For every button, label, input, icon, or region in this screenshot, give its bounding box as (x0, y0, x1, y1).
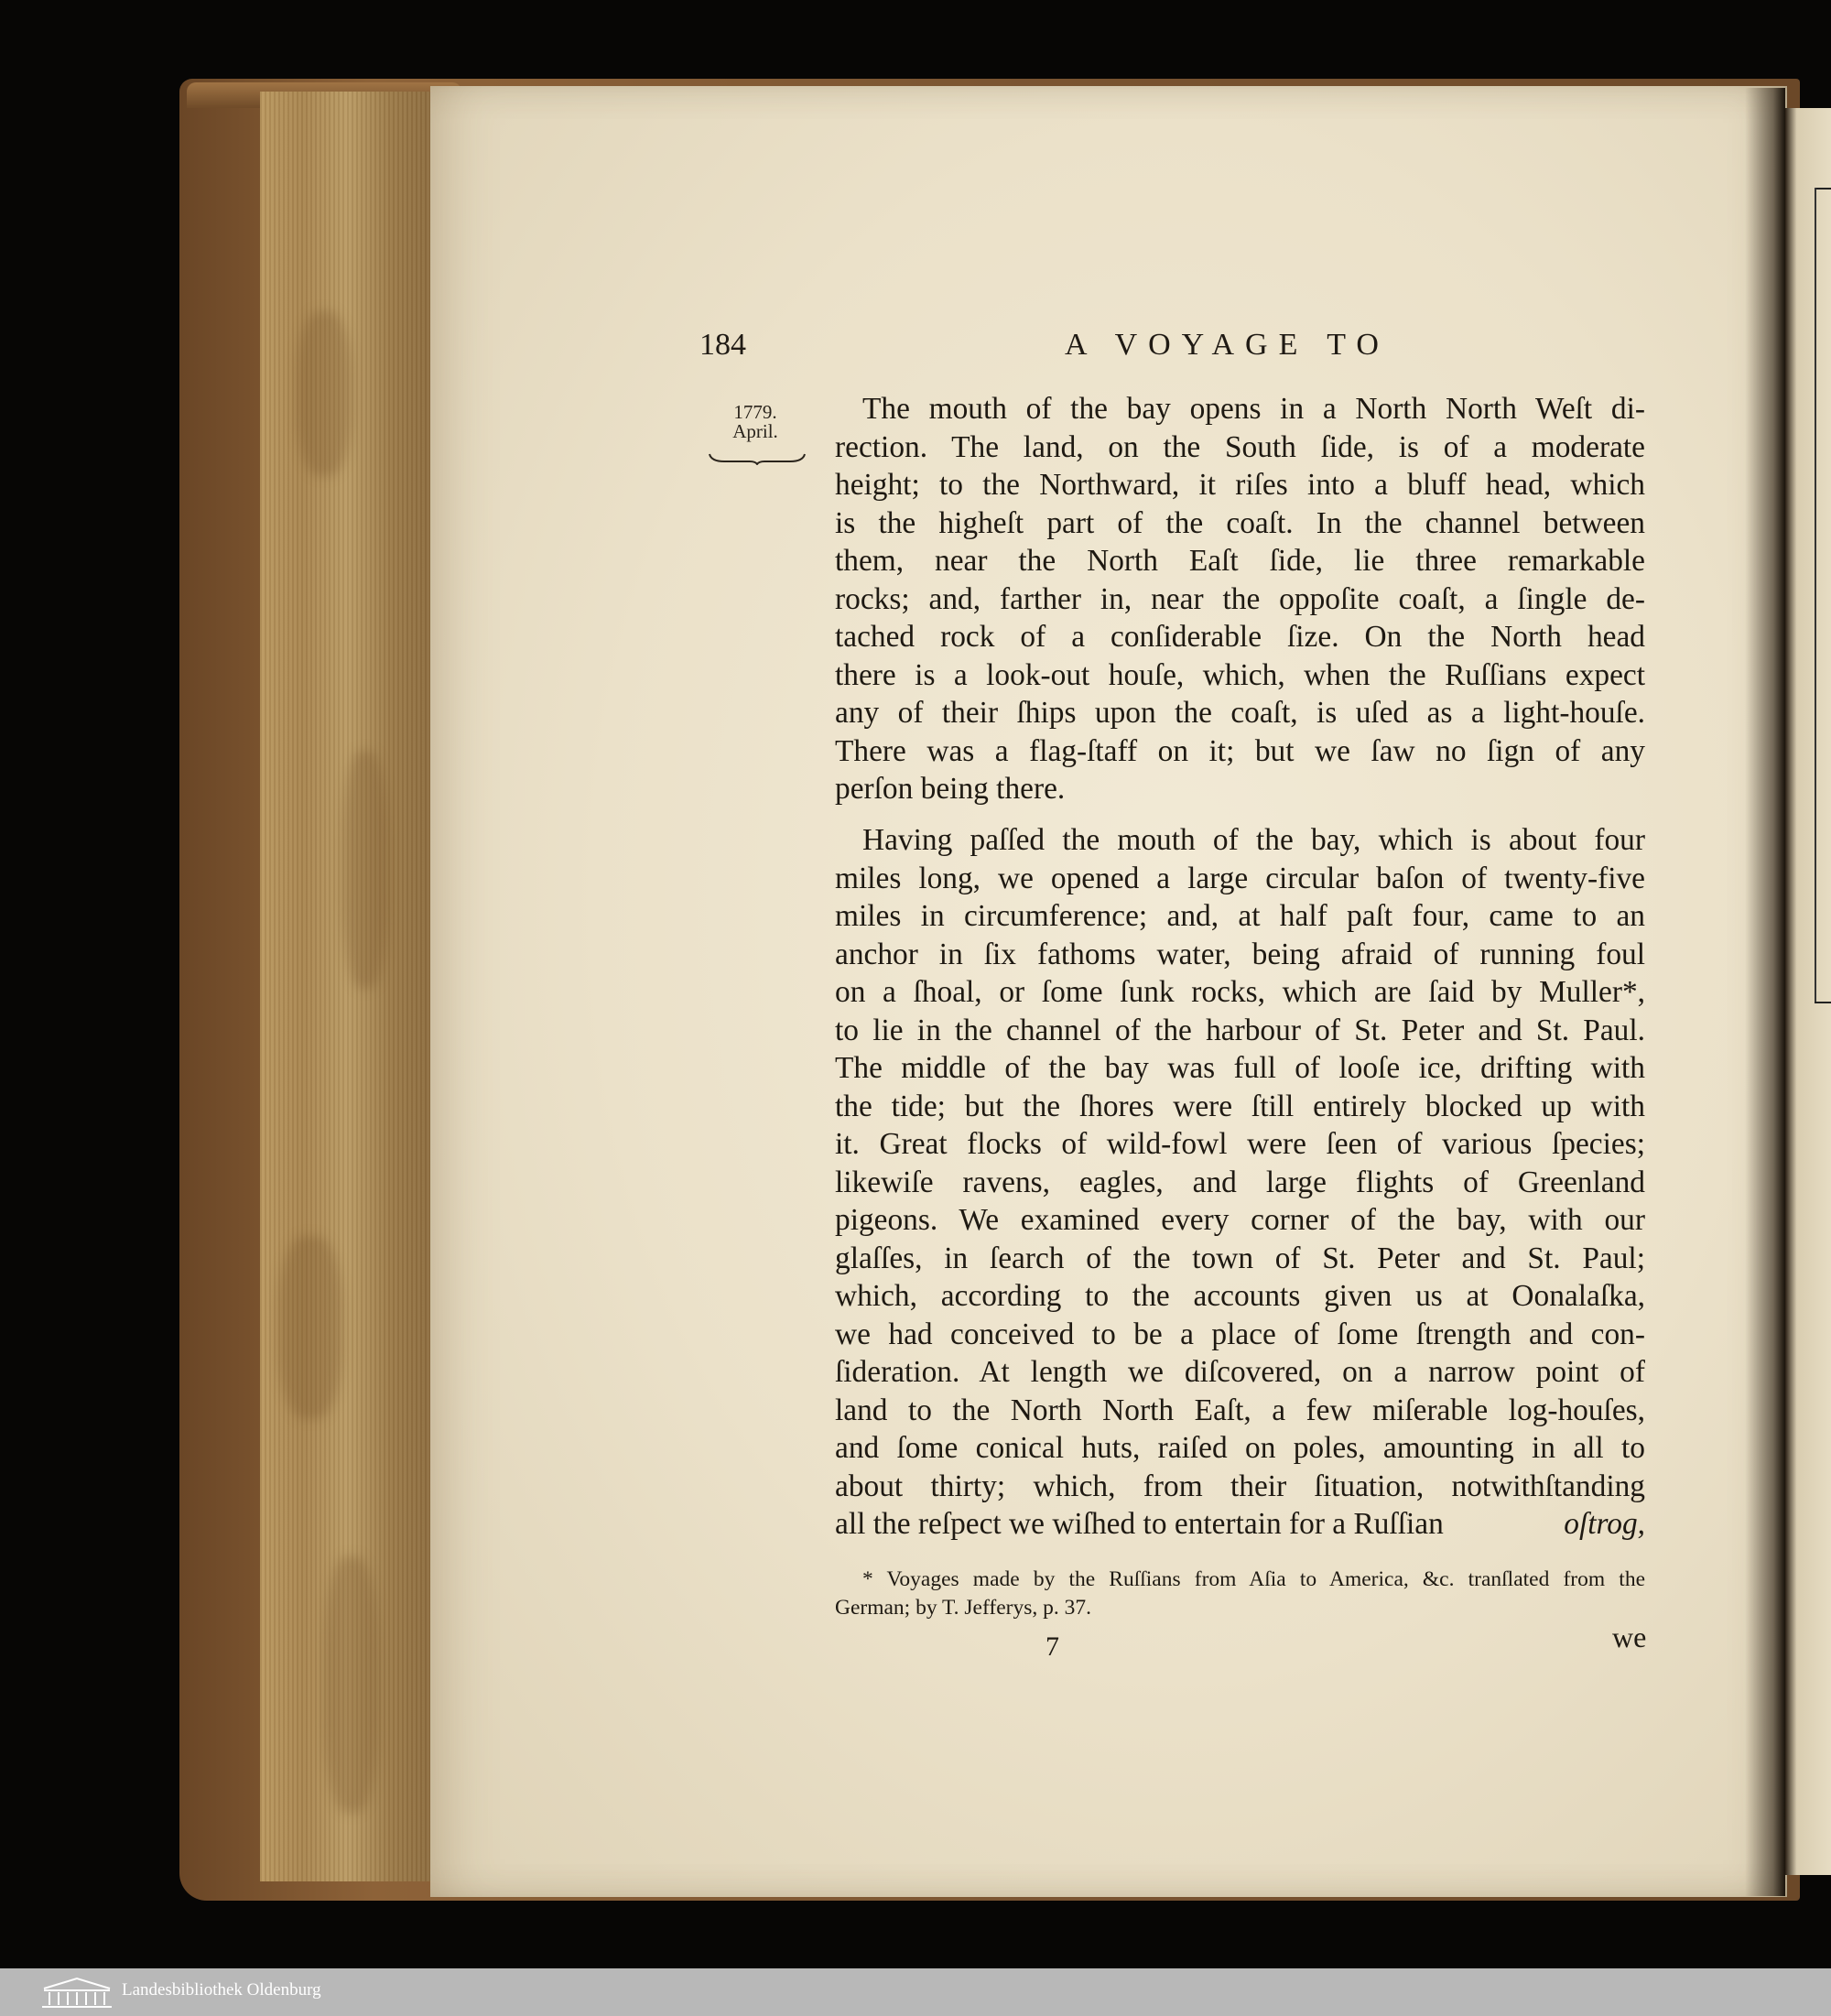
text-line: rocks; and, farther in, near the oppoſite coaſt, a ſingle de- (835, 581, 1645, 616)
text-line: land to the North North Eaſt, a few miſerable log-houſes, (835, 1393, 1645, 1427)
catchword: we (1612, 1620, 1647, 1653)
footnote (835, 1566, 1645, 1622)
text-line: miles in circumference; and, at half paſt four, came to an (835, 899, 1645, 933)
text-line: the tide; but the ſhores were ſtill entirely blocked up with (835, 1089, 1645, 1123)
italic-word: oſtrog, (1564, 1507, 1645, 1541)
text-line: on a ſhoal, or ſome ſunk rocks, which are ſaid by Muller*, (835, 975, 1645, 1009)
footnote-line: * Voyages made by the Ruſſians from Aſia to America, &c. tranſlated from the (862, 1567, 1645, 1591)
text-line: miles long, we opened a large circular baſon of twenty-five (835, 861, 1645, 895)
paragraph-2 (835, 821, 1645, 1544)
text-line: is the higheſt part of the coaſt. In the channel between (835, 505, 1645, 540)
page-gutter-shadow (1745, 88, 1785, 1896)
marginal-year: 1779. (733, 401, 777, 423)
library-building-icon (40, 1976, 114, 2009)
text-line: height; to the Northward, it riſes into a bluff head, which (835, 468, 1645, 502)
footnote-line: German; by T. Jefferys, p. 37. (835, 1596, 1091, 1620)
text-line: all the reſpect we wiſhed to entertain for a Ruſſian (835, 1507, 1444, 1541)
text-line: pigeons. We examined every corner of the bay, with our (835, 1203, 1645, 1237)
facing-page-rule (1815, 188, 1831, 190)
text-line: we had conceived to be a place of ſome ſtrength and con- (835, 1317, 1645, 1351)
text-line: rection. The land, on the South ſide, is of a moderate (835, 429, 1645, 464)
text-line: ſideration. At length we diſcovered, on a narrow point of (835, 1355, 1645, 1389)
text-line: there is a look-out houſe, which, when the Ruſſians expect (835, 657, 1645, 692)
text-line: The middle of the bay was full of looſe ice, drifting with (835, 1051, 1645, 1085)
running-head-title: A VOYAGE TO (1065, 328, 1390, 362)
page-number: 184 (699, 328, 746, 362)
text-line: to lie in the channel of the harbour of St. Peter and St. Paul. (835, 1013, 1645, 1047)
text-line: which, according to the accounts given us at Oonalaſka, (835, 1279, 1645, 1313)
page-edges (260, 92, 434, 1881)
footer-bar (0, 1968, 1831, 2016)
facing-page-edge (1785, 108, 1831, 1875)
signature-mark: 7 (1046, 1631, 1059, 1662)
institution-name[interactable]: Landesbibliothek Oldenburg (122, 1980, 321, 2000)
text-line: The mouth of the bay opens in a North North Weſt di- (862, 392, 1645, 426)
facing-page-rule-vertical (1815, 188, 1816, 1003)
text-line: perſon being there. (835, 772, 1066, 806)
text-line: likewiſe ravens, eagles, and large flights of Greenland (835, 1165, 1645, 1199)
marginal-brace-icon (708, 452, 807, 465)
text-line: and ſome conical huts, raiſed on poles, amounting in all to (835, 1431, 1645, 1465)
paragraph-1 (835, 390, 1645, 808)
text-line: glaſſes, in ſearch of the town of St. Peter and St. Paul; (835, 1241, 1645, 1275)
text-line: tached rock of a conſiderable ſize. On the North head (835, 620, 1645, 654)
facing-page-rule (1815, 1002, 1831, 1003)
text-line: about thirty; which, from their ſituation, notwithſtanding (835, 1469, 1645, 1503)
text-line: There was a flag-ſtaff on it; but we ſaw no ſign of any (835, 733, 1645, 768)
text-line: it. Great flocks of wild-fowl were ſeen of various ſpecies; (835, 1127, 1645, 1161)
marginal-month: April. (732, 420, 778, 442)
text-line-with-italic (835, 1505, 1645, 1544)
text-line: them, near the North Eaſt ſide, lie three remarkable (835, 544, 1645, 578)
text-line: Having paſſed the mouth of the bay, which is about four (862, 823, 1645, 857)
text-line: anchor in ſix fathoms water, being afraid of running foul (835, 937, 1645, 971)
text-line: any of their ſhips upon the coaſt, is uſed as a light-houſe. (835, 696, 1645, 730)
